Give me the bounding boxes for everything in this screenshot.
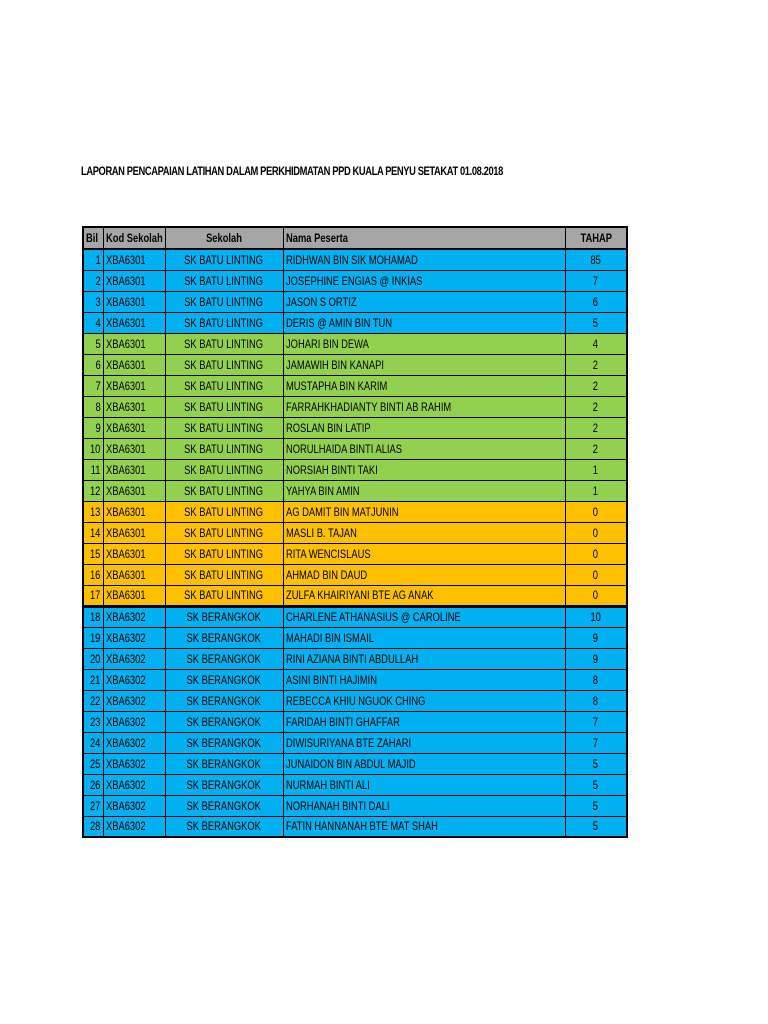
row-nama-peserta: AHMAD BIN DAUD: [283, 564, 565, 585]
row-bil: 1: [83, 249, 103, 270]
table-row: [83, 312, 627, 333]
row-kod-sekolah: XBA6302: [103, 732, 165, 753]
table-row: [83, 732, 627, 753]
row-tahap: 6: [565, 291, 627, 312]
row-nama-peserta: MASLI B. TAJAN: [283, 522, 565, 543]
row-tahap: 0: [565, 522, 627, 543]
table-row: [83, 627, 627, 648]
table-row: [83, 354, 627, 375]
row-kod-sekolah: XBA6302: [103, 753, 165, 774]
row-kod-sekolah: XBA6301: [103, 585, 165, 606]
row-bil: 19: [83, 627, 103, 648]
row-kod-sekolah: XBA6301: [103, 480, 165, 501]
row-kod-sekolah: XBA6302: [103, 816, 165, 837]
row-kod-sekolah: XBA6301: [103, 501, 165, 522]
row-bil: 18: [83, 606, 103, 627]
row-nama-peserta: NURMAH BINTI ALI: [283, 774, 565, 795]
row-sekolah: SK BATU LINTING: [165, 480, 283, 501]
table-row: [83, 669, 627, 690]
row-sekolah: SK BERANGKOK: [165, 627, 283, 648]
row-bil: 11: [83, 459, 103, 480]
table-header-row: [83, 227, 627, 249]
row-bil: 22: [83, 690, 103, 711]
table-row: [83, 690, 627, 711]
row-tahap: 2: [565, 438, 627, 459]
row-tahap: 7: [565, 270, 627, 291]
row-tahap: 4: [565, 333, 627, 354]
row-sekolah: SK BERANGKOK: [165, 816, 283, 837]
row-nama-peserta: DERIS @ AMIN BIN TUN: [283, 312, 565, 333]
row-bil: 21: [83, 669, 103, 690]
table-row: [83, 438, 627, 459]
row-nama-peserta: FATIN HANNANAH BTE MAT SHAH: [283, 816, 565, 837]
table-row: [83, 585, 627, 606]
row-nama-peserta: MUSTAPHA BIN KARIM: [283, 375, 565, 396]
row-bil: 20: [83, 648, 103, 669]
table-row: [83, 501, 627, 522]
row-nama-peserta: AG DAMIT BIN MATJUNIN: [283, 501, 565, 522]
table-row: [83, 375, 627, 396]
header-bil: Bil: [83, 227, 103, 249]
row-nama-peserta: JASON S ORTIZ: [283, 291, 565, 312]
participants-table: [82, 226, 628, 838]
row-sekolah: SK BATU LINTING: [165, 522, 283, 543]
row-bil: 24: [83, 732, 103, 753]
row-tahap: 0: [565, 564, 627, 585]
row-bil: 17: [83, 585, 103, 606]
header-nama-peserta: Nama Peserta: [283, 227, 565, 249]
row-nama-peserta: ASINI BINTI HAJIMIN: [283, 669, 565, 690]
table-row: [83, 543, 627, 564]
row-kod-sekolah: XBA6301: [103, 291, 165, 312]
row-nama-peserta: JUNAIDON BIN ABDUL MAJID: [283, 753, 565, 774]
row-nama-peserta: RITA WENCISLAUS: [283, 543, 565, 564]
row-nama-peserta: YAHYA BIN AMIN: [283, 480, 565, 501]
row-kod-sekolah: XBA6301: [103, 459, 165, 480]
row-sekolah: SK BERANGKOK: [165, 648, 283, 669]
row-tahap: 2: [565, 417, 627, 438]
row-kod-sekolah: XBA6302: [103, 669, 165, 690]
row-sekolah: SK BATU LINTING: [165, 417, 283, 438]
row-kod-sekolah: XBA6301: [103, 543, 165, 564]
row-sekolah: SK BERANGKOK: [165, 690, 283, 711]
row-sekolah: SK BATU LINTING: [165, 459, 283, 480]
table-row: [83, 753, 627, 774]
row-tahap: 8: [565, 690, 627, 711]
row-bil: 6: [83, 354, 103, 375]
row-nama-peserta: ROSLAN BIN LATIP: [283, 417, 565, 438]
row-kod-sekolah: XBA6301: [103, 375, 165, 396]
table-row: [83, 459, 627, 480]
table-row: [83, 795, 627, 816]
row-tahap: 8: [565, 669, 627, 690]
row-kod-sekolah: XBA6302: [103, 648, 165, 669]
row-bil: 5: [83, 333, 103, 354]
row-sekolah: SK BATU LINTING: [165, 501, 283, 522]
row-kod-sekolah: XBA6302: [103, 711, 165, 732]
row-bil: 26: [83, 774, 103, 795]
row-kod-sekolah: XBA6301: [103, 564, 165, 585]
row-tahap: 2: [565, 375, 627, 396]
row-bil: 10: [83, 438, 103, 459]
row-tahap: 5: [565, 753, 627, 774]
row-tahap: 0: [565, 585, 627, 606]
row-nama-peserta: FARIDAH BINTI GHAFFAR: [283, 711, 565, 732]
row-sekolah: SK BERANGKOK: [165, 774, 283, 795]
row-tahap: 5: [565, 816, 627, 837]
row-nama-peserta: NORULHAIDA BINTI ALIAS: [283, 438, 565, 459]
row-nama-peserta: MAHADI BIN ISMAIL: [283, 627, 565, 648]
row-tahap: 0: [565, 501, 627, 522]
row-kod-sekolah: XBA6301: [103, 438, 165, 459]
row-sekolah: SK BATU LINTING: [165, 543, 283, 564]
row-nama-peserta: JOSEPHINE ENGIAS @ INKIAS: [283, 270, 565, 291]
row-nama-peserta: NORHANAH BINTI DALI: [283, 795, 565, 816]
row-bil: 23: [83, 711, 103, 732]
row-kod-sekolah: XBA6301: [103, 417, 165, 438]
row-bil: 3: [83, 291, 103, 312]
table-row: [83, 648, 627, 669]
row-nama-peserta: RIDHWAN BIN SIK MOHAMAD: [283, 249, 565, 270]
row-nama-peserta: ZULFA KHAIRIYANI BTE AG ANAK: [283, 585, 565, 606]
table-row: [83, 291, 627, 312]
row-bil: 15: [83, 543, 103, 564]
row-kod-sekolah: XBA6302: [103, 627, 165, 648]
row-sekolah: SK BATU LINTING: [165, 291, 283, 312]
row-bil: 16: [83, 564, 103, 585]
row-sekolah: SK BERANGKOK: [165, 732, 283, 753]
row-tahap: 9: [565, 648, 627, 669]
table-row: [83, 606, 627, 627]
row-bil: 25: [83, 753, 103, 774]
row-kod-sekolah: XBA6301: [103, 396, 165, 417]
row-tahap: 2: [565, 396, 627, 417]
row-bil: 9: [83, 417, 103, 438]
row-tahap: 7: [565, 711, 627, 732]
row-tahap: 0: [565, 543, 627, 564]
row-kod-sekolah: XBA6301: [103, 249, 165, 270]
row-sekolah: SK BATU LINTING: [165, 438, 283, 459]
row-bil: 8: [83, 396, 103, 417]
header-kod-sekolah: Kod Sekolah: [103, 227, 165, 249]
row-nama-peserta: RINI AZIANA BINTI ABDULLAH: [283, 648, 565, 669]
row-sekolah: SK BATU LINTING: [165, 585, 283, 606]
row-kod-sekolah: XBA6301: [103, 270, 165, 291]
report-title: LAPORAN PENCAPAIAN LATIHAN DALAM PERKHIDMATAN PPD KUALA PENYU SETAKAT 01.08.2018: [81, 164, 503, 178]
row-kod-sekolah: XBA6301: [103, 522, 165, 543]
row-nama-peserta: REBECCA KHIU NGUOK CHING: [283, 690, 565, 711]
table-row: [83, 564, 627, 585]
row-tahap: 5: [565, 312, 627, 333]
row-tahap: 1: [565, 459, 627, 480]
table-row: [83, 417, 627, 438]
row-sekolah: SK BATU LINTING: [165, 396, 283, 417]
table-row: [83, 522, 627, 543]
table-row: [83, 816, 627, 837]
row-sekolah: SK BERANGKOK: [165, 753, 283, 774]
row-bil: 14: [83, 522, 103, 543]
row-sekolah: SK BATU LINTING: [165, 312, 283, 333]
row-bil: 12: [83, 480, 103, 501]
table-row: [83, 249, 627, 270]
row-nama-peserta: CHARLENE ATHANASIUS @ CAROLINE: [283, 606, 565, 627]
row-sekolah: SK BATU LINTING: [165, 249, 283, 270]
header-tahap: TAHAP: [565, 227, 627, 249]
row-sekolah: SK BATU LINTING: [165, 564, 283, 585]
row-kod-sekolah: XBA6302: [103, 690, 165, 711]
row-sekolah: SK BATU LINTING: [165, 354, 283, 375]
row-tahap: 5: [565, 774, 627, 795]
row-sekolah: SK BATU LINTING: [165, 270, 283, 291]
row-bil: 4: [83, 312, 103, 333]
row-kod-sekolah: XBA6302: [103, 774, 165, 795]
row-bil: 13: [83, 501, 103, 522]
row-sekolah: SK BERANGKOK: [165, 669, 283, 690]
row-sekolah: SK BATU LINTING: [165, 333, 283, 354]
row-kod-sekolah: XBA6301: [103, 312, 165, 333]
row-tahap: 2: [565, 354, 627, 375]
table-row: [83, 333, 627, 354]
row-nama-peserta: JAMAWIH BIN KANAPI: [283, 354, 565, 375]
row-sekolah: SK BERANGKOK: [165, 711, 283, 732]
table-row: [83, 774, 627, 795]
table-row: [83, 480, 627, 501]
row-sekolah: SK BATU LINTING: [165, 375, 283, 396]
row-bil: 2: [83, 270, 103, 291]
row-bil: 7: [83, 375, 103, 396]
row-kod-sekolah: XBA6302: [103, 795, 165, 816]
row-sekolah: SK BERANGKOK: [165, 795, 283, 816]
row-kod-sekolah: XBA6301: [103, 354, 165, 375]
row-nama-peserta: DIWISURIYANA BTE ZAHARI: [283, 732, 565, 753]
row-tahap: 85: [565, 249, 627, 270]
row-nama-peserta: FARRAHKHADIANTY BINTI AB RAHIM: [283, 396, 565, 417]
row-tahap: 7: [565, 732, 627, 753]
row-sekolah: SK BERANGKOK: [165, 606, 283, 627]
table-row: [83, 396, 627, 417]
row-nama-peserta: JOHARI BIN DEWA: [283, 333, 565, 354]
table-row: [83, 270, 627, 291]
row-tahap: 9: [565, 627, 627, 648]
row-bil: 28: [83, 816, 103, 837]
row-tahap: 5: [565, 795, 627, 816]
table-row: [83, 711, 627, 732]
row-nama-peserta: NORSIAH BINTI TAKI: [283, 459, 565, 480]
row-kod-sekolah: XBA6302: [103, 606, 165, 627]
row-kod-sekolah: XBA6301: [103, 333, 165, 354]
header-sekolah: Sekolah: [165, 227, 283, 249]
row-tahap: 10: [565, 606, 627, 627]
row-tahap: 1: [565, 480, 627, 501]
row-bil: 27: [83, 795, 103, 816]
